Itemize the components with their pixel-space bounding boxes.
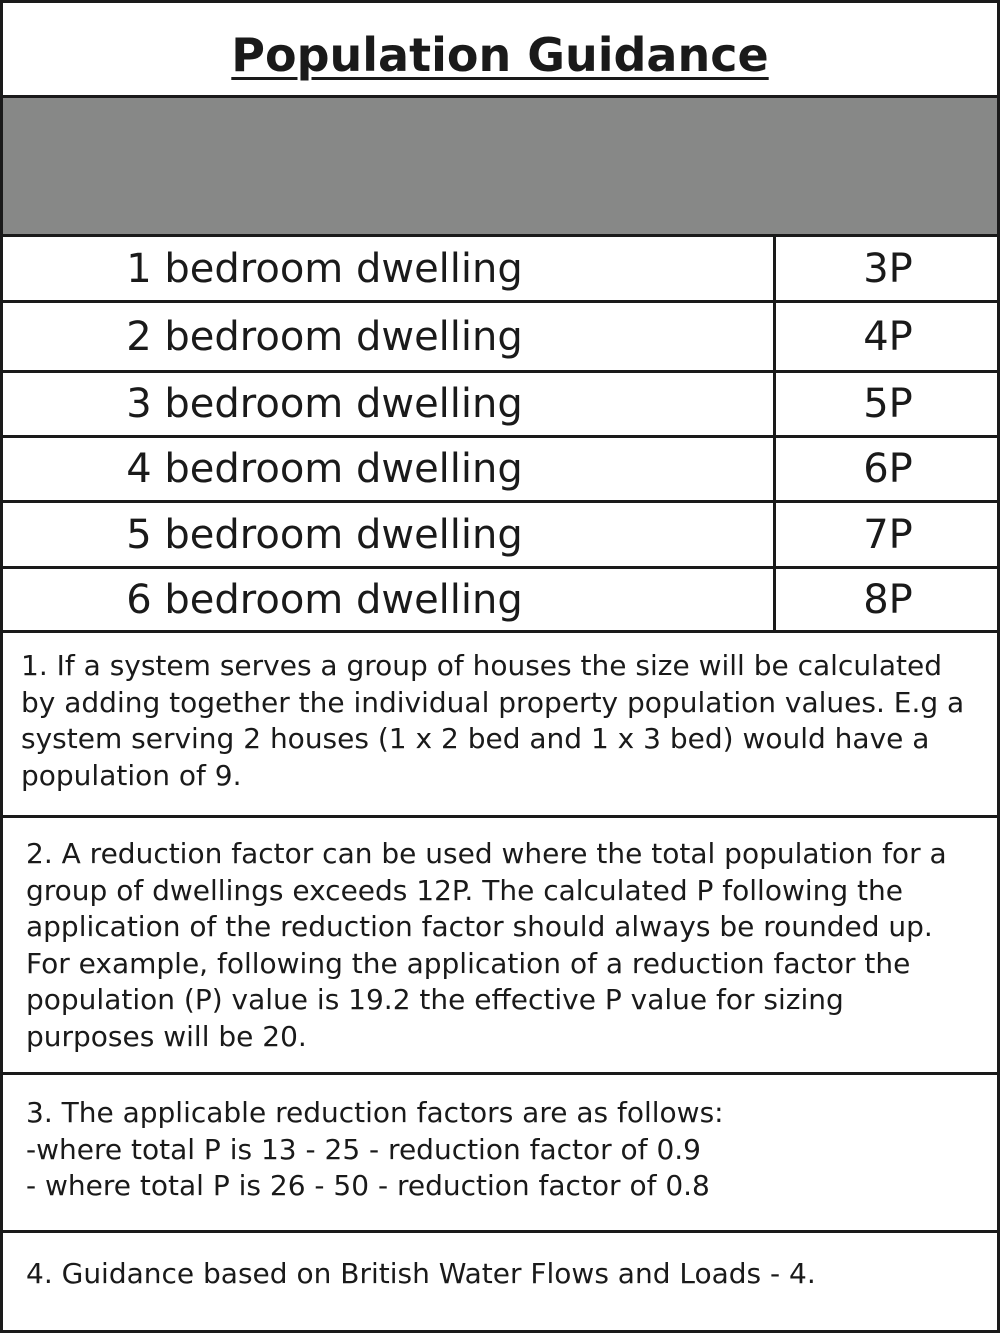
population-value: 6P [773, 438, 1000, 500]
page-title: Population Guidance [231, 28, 769, 82]
note-line: purposes will be 20. [26, 1019, 307, 1053]
note-line: 3. The applicable reduction factors are as follows: [26, 1096, 724, 1129]
note-line: For example, following the application of a reduction factor the [26, 946, 911, 980]
table-row [0, 569, 1000, 633]
note-line: 2. A reduction factor can be used where the total population for a [26, 837, 947, 870]
note-line: system serving 2 houses (1 x 2 bed and 1 x 3 bed) would have a [21, 722, 930, 755]
population-value: 4P [773, 303, 1000, 370]
note-line: 4. Guidance based on British Water Flows and Loads - 4. [26, 1257, 816, 1290]
table-row [0, 438, 1000, 503]
note-1 [0, 633, 1000, 818]
note-4 [0, 1233, 1000, 1330]
note-line: 1. If a system serves a group of houses the size will be calculated [21, 649, 942, 682]
note-line: by adding together the individual property population values. E.g a [21, 685, 965, 719]
note-line: application of the reduction factor should always be rounded up. [26, 910, 933, 943]
population-value: 5P [773, 373, 1000, 435]
population-value: 3P [773, 237, 1000, 300]
dwelling-label: 3 bedroom dwelling [126, 381, 523, 427]
note-2 [0, 818, 1000, 1075]
note-line: - where total P is 26 - 50 - reduction factor of 0.8 [26, 1169, 710, 1202]
table-row [0, 303, 1000, 373]
dwelling-label: 2 bedroom dwelling [126, 313, 523, 360]
table-row [0, 503, 1000, 569]
note-line: -where total P is 13 - 25 - reduction factor of 0.9 [26, 1132, 701, 1166]
note-3 [0, 1075, 1000, 1233]
dwelling-label: 5 bedroom dwelling [126, 511, 523, 558]
title-box [0, 0, 1000, 98]
table-row [0, 373, 1000, 438]
dwelling-label: 1 bedroom dwelling [126, 245, 523, 292]
note-line: group of dwellings exceeds 12P. The calculated P following the [26, 873, 904, 907]
note-line: population (P) value is 19.2 the effective P value for sizing [26, 983, 844, 1016]
population-value: 7P [773, 503, 1000, 566]
table-row [0, 237, 1000, 303]
header-band [3, 98, 997, 237]
dwelling-label: 6 bedroom dwelling [126, 576, 523, 623]
dwelling-label: 4 bedroom dwelling [126, 446, 523, 492]
population-value: 8P [773, 569, 1000, 630]
note-line: population of 9. [21, 758, 242, 792]
